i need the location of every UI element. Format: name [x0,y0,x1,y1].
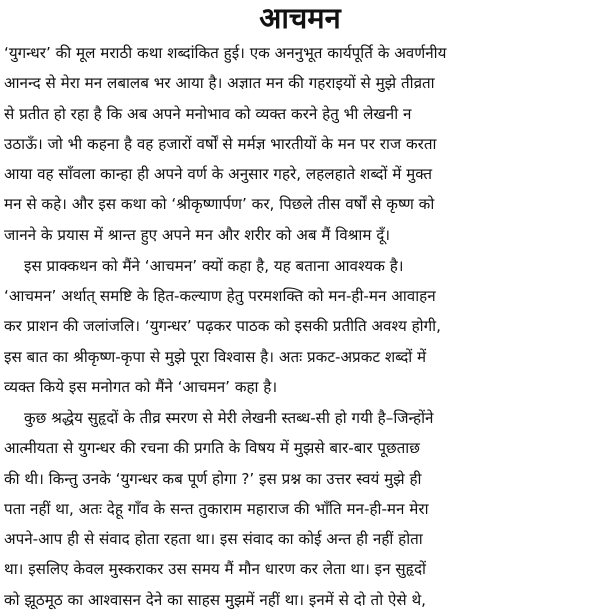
text-line: अपने-आप ही से संवाद होता रहता था। इस संवाद का कोई अन्त ही नहीं होता [4,530,423,549]
text-line: इस प्राक्कथन को मैंने ‘आचमन’ क्यों कहा है, यह बताना आवश्यक है। [24,257,404,275]
text-line: था। इसलिए केवल मुस्कराकर उस समय मैं मौन धारण कर लेता था। इन सुहृदों [4,560,426,579]
text-line: की थी। किन्तु उनके ‘युगन्धर कब पूर्ण होगा ?’ इस प्रश्न का उत्तर स्वयं मुझे ही [4,469,422,488]
page-title: आचमन [259,1,341,35]
text-line: उठाऊँ। जो भी कहना है वह हजारों वर्षों से मर्मज्ञ भारतीयों के मन पर राज करता [4,134,437,153]
text-line: कुछ श्रद्धेय सुहृदों के तीव्र स्मरण से मेरी लेखनी स्तब्ध-सी हो गयी है–जिन्होंने [24,409,434,427]
text-line: आत्मीयता से युगन्धर की रचना की प्रगति के विषय में मुझसे बार-बार पूछताछ [4,439,420,458]
paragraph-4 [4,403,596,614]
text-line: आया वह साँवला कान्हा ही अपने वर्ण के अनुसार गहरे, लहलहाते शब्दों में मुक्त [4,165,433,184]
text-line: जानने के प्रयास में श्रान्त हुए अपने मन और शरीर को अब मैं विश्राम दूँ। [4,225,391,244]
paragraph-3 [4,281,596,402]
text-line: से प्रतीत हो रहा है कि अब अपने मनोभाव को व्यक्त करने हेतु भी लेखनी न [4,104,412,123]
text-line: ‘युगन्धर’ की मूल मराठी कथा शब्दांकित हुई। एक अननुभूत कार्यपूर्ति के अवर्णनीय [4,44,447,62]
text-line: इस बात का श्रीकृष्ण-कृपा से मुझे पूरा विश्वास है। अतः प्रकट-अप्रकट शब्दों में [4,347,427,366]
paragraph-1 [4,38,596,250]
paragraph-2 [4,251,596,281]
text-line: ‘आचमन’ अर्थात् समष्टि के हित-कल्याण हेतु परमशक्ति को मन-ही-मन आवाहन [4,287,436,305]
text-line: व्यक्त किये इस मनोगत को मैंने ‘आचमन’ कहा है। [4,377,278,396]
text-line: पता नहीं था, अतः देहू गाँव के सन्त तुकाराम महाराज की भाँति मन-ही-मन मेरा [4,499,429,518]
text-line: कर प्राशन की जलांजलि। ‘युगन्धर’ पढ़कर पाठक को इसकी प्रतीति अवश्य होगी, [4,317,441,336]
text-line: को झूठमूठ का आश्वासन देने का साहस मुझमें नहीं था। इनमें से दो तो ऐसे थे, [4,590,426,609]
text-line: आनन्द से मेरा मन लबालब भर आया है। अज्ञात मन की गहराइयों से मुझे तीव्रता [4,74,435,93]
text-line: मन से कहे। और इस कथा को ‘श्रीकृष्णार्पण’ कर, पिछले तीस वर्षों से कृष्ण को [4,195,435,214]
